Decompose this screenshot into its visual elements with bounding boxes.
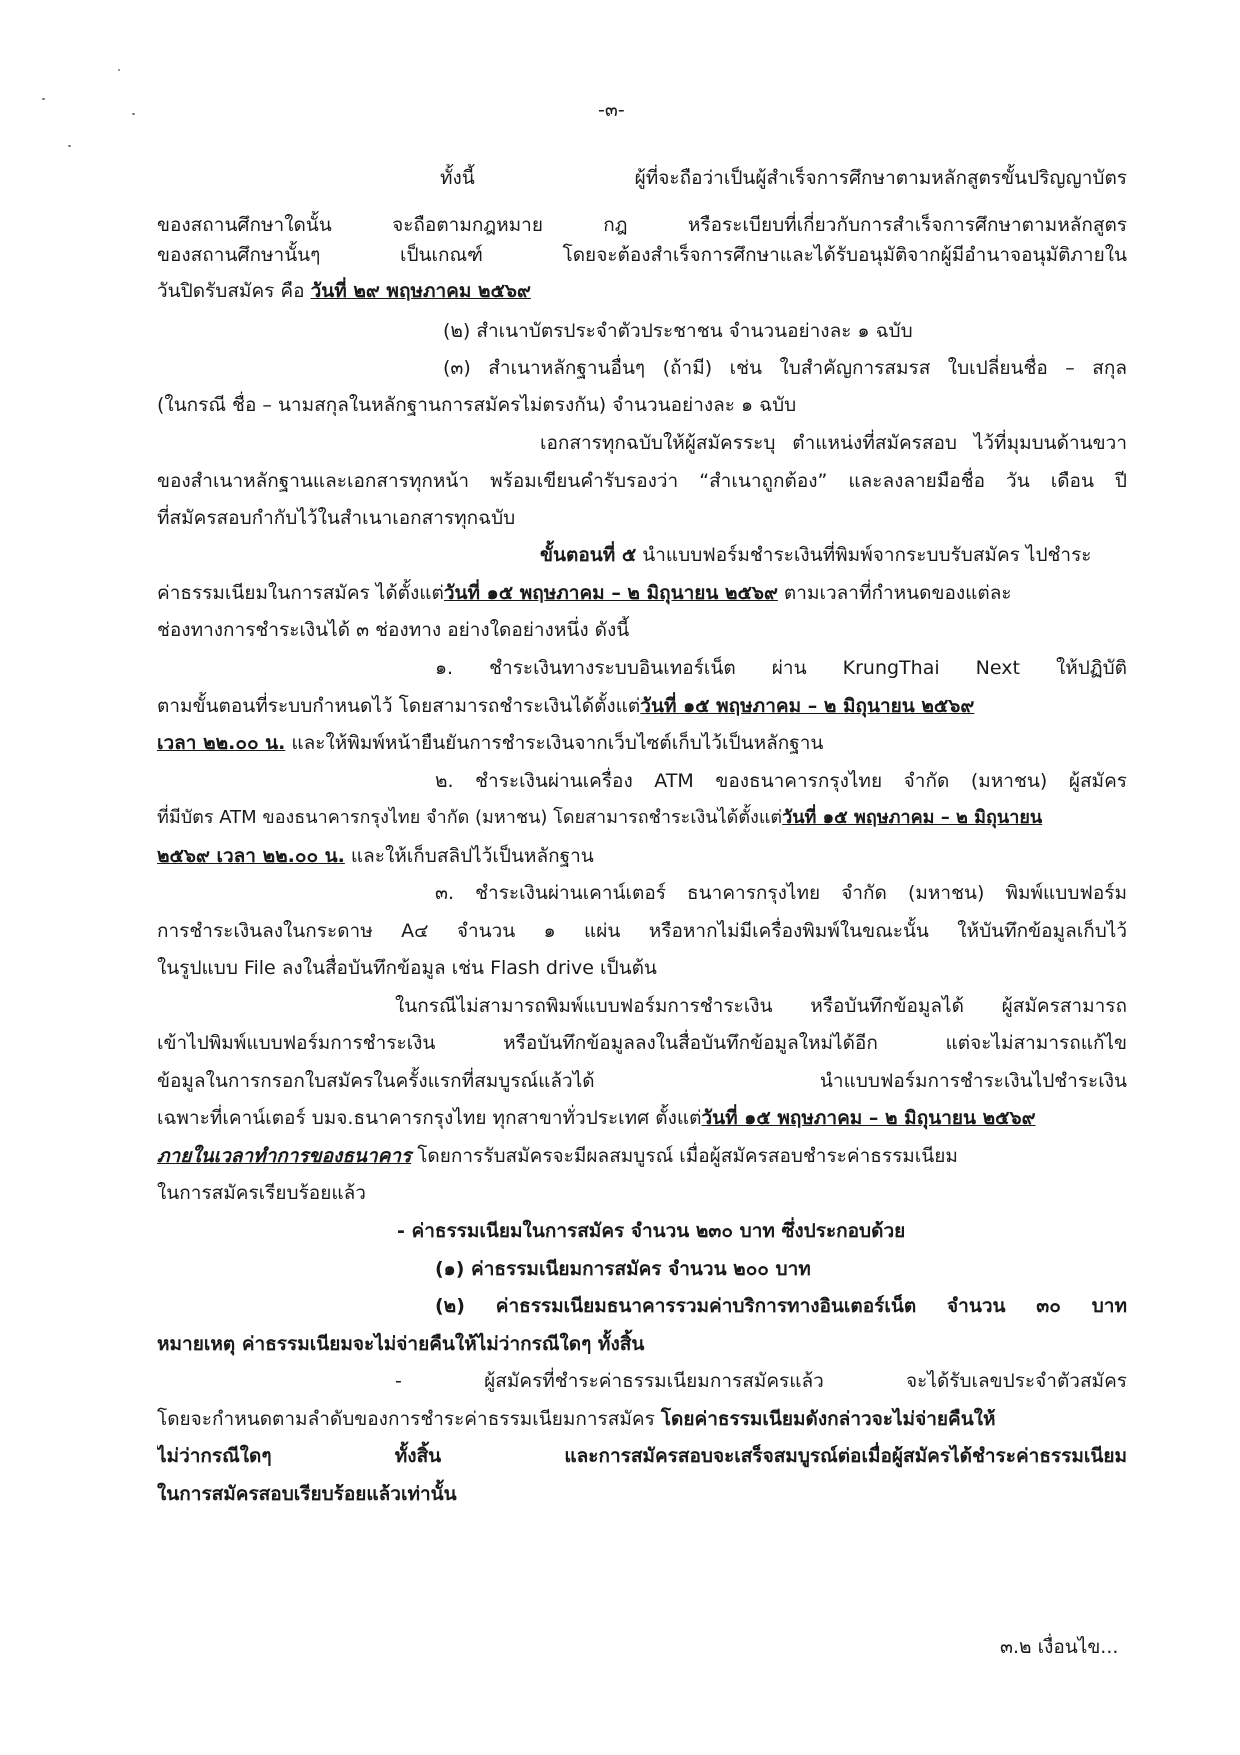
paragraph-line: เฉพาะที่เคาน์เตอร์ บมจ.ธนาคารกรุงไทย ทุกสาขาทั่วประเทศ ตั้งแต่วันที่ ๑๕ พฤษภาคม – ๒ มิถุนายน ๒๕๖๙	[157, 1107, 1036, 1129]
fee-note: หมายเหตุ ค่าธรรมเนียมจะไม่จ่ายคืนให้ไม่ว่ากรณีใดๆ ทั้งสิ้น	[157, 1333, 645, 1355]
paragraph-line: ของสถานศึกษานั้นๆ เป็นเกณฑ์ โดยจะต้องสำเร็จการศึกษาและได้รับอนุมัติจากผู้มีอำนาจอนุมัติภายใน	[157, 244, 1127, 266]
paragraph-line: ค่าธรรมเนียมในการสมัคร ได้ตั้งแต่วันที่ ๑๕ พฤษภาคม – ๒ มิถุนายน ๒๕๖๙ ตามเวลาที่กำหนดของแต่ละ	[157, 582, 1012, 604]
paragraph-line: ที่มีบัตร ATM ของธนาคารกรุงไทย จำกัด (มหาชน) โดยสามารถชำระเงินได้ตั้งแต่วันที่ ๑๕ พฤษภาคม – ๒ มิถุนายน	[157, 807, 1043, 828]
paragraph-line: เข้าไปพิมพ์แบบฟอร์มการชำระเงิน หรือบันทึกข้อมูลลงในสื่อบันทึกข้อมูลใหม่ได้อีก แต่จะไม่สามารถแก้ไข	[157, 1032, 1127, 1054]
list-item: (๓) สำเนาหลักฐานอื่นๆ (ถ้ามี) เช่น ใบสำคัญการสมรส ใบเปลี่ยนชื่อ – สกุล	[443, 357, 1127, 379]
paragraph-line: ที่สมัครสอบกำกับไว้ในสำเนาเอกสารทุกฉบับ	[157, 507, 516, 529]
paragraph-line: การชำระเงินลงในกระดาษ A๔ จำนวน ๑ แผ่น หรือหากไม่มีเครื่องพิมพ์ในขณะนั้น ให้บันทึกข้อมูลเก็บไว้	[157, 920, 1127, 942]
list-item: ๑. ชำระเงินทางระบบอินเทอร์เน็ต ผ่าน KrungThai Next ให้ปฏิบัติ	[435, 657, 1127, 679]
scan-speck	[118, 69, 120, 71]
paragraph-line: ของสถานศึกษาใดนั้น จะถือตามกฎหมาย กฎ หรือระเบียบที่เกี่ยวกับการสำเร็จการศึกษาตามหลักสูตร	[157, 214, 1127, 236]
scan-speck	[132, 113, 135, 115]
paragraph-line: วันปิดรับสมัคร คือ วันที่ ๒๙ พฤษภาคม ๒๕๖๙	[157, 280, 531, 302]
paragraph-line: โดยจะกำหนดตามลำดับของการชำระค่าธรรมเนียมการสมัคร โดยค่าธรรมเนียมดังกล่าวจะไม่จ่ายคืนให้	[157, 1408, 996, 1430]
paragraph-line: ในการสมัครสอบเรียบร้อยแล้วเท่านั้น	[157, 1483, 457, 1505]
page-footer: ๓.๒ เงื่อนไข...	[1000, 1636, 1119, 1658]
scan-speck	[68, 145, 71, 147]
list-item: ๓. ชำระเงินผ่านเคาน์เตอร์ ธนาคารกรุงไทย จำกัด (มหาชน) พิมพ์แบบฟอร์ม	[435, 882, 1127, 904]
list-item: ๒. ชำระเงินผ่านเครื่อง ATM ของธนาคารกรุงไทย จำกัด (มหาชน) ผู้สมัคร	[435, 770, 1127, 792]
paragraph-line: ไม่ว่ากรณีใดๆ ทั้งสิ้น และการสมัครสอบจะเสร็จสมบูรณ์ต่อเมื่อผู้สมัครได้ชำระค่าธรรมเนียม	[157, 1445, 1127, 1467]
paragraph-line: ทั้งนี้ ผู้ที่จะถือว่าเป็นผู้สำเร็จการศึกษาตามหลักสูตรขั้นปริญญาบัตร	[440, 167, 1127, 189]
paragraph-line: ช่องทางการชำระเงินได้ ๓ ช่องทาง อย่างใดอย่างหนึ่ง ดังนี้	[157, 619, 630, 641]
paragraph-line: ในกรณีไม่สามารถพิมพ์แบบฟอร์มการชำระเงิน หรือบันทึกข้อมูลได้ ผู้สมัครสามารถ	[395, 995, 1127, 1017]
page-number: -๓-	[598, 99, 625, 121]
payment-period: วันที่ ๑๕ พฤษภาคม – ๒ มิถุนายน ๒๕๖๙	[443, 582, 778, 604]
fee-item: (๒) ค่าธรรมเนียมธนาคารรวมค่าบริการทางอินเตอร์เน็ต จำนวน ๓๐ บาท	[435, 1295, 1127, 1317]
paragraph-line: ในการสมัครเรียบร้อยแล้ว	[157, 1182, 366, 1204]
fee-total: - ค่าธรรมเนียมในการสมัคร จำนวน ๒๓๐ บาท ซึ่งประกอบด้วย	[397, 1220, 906, 1242]
scan-speck	[42, 98, 45, 100]
paragraph-line: (ในกรณี ชื่อ – นามสกุลในหลักฐานการสมัครไม่ตรงกัน) จำนวนอย่างละ ๑ ฉบับ	[157, 394, 797, 416]
paragraph-line: ภายในเวลาทำการของธนาคาร โดยการรับสมัครจะมีผลสมบูรณ์ เมื่อผู้สมัครสอบชำระค่าธรรมเนียม	[157, 1145, 958, 1167]
list-item: (๒) สำเนาบัตรประจำตัวประชาชน จำนวนอย่างละ ๑ ฉบับ	[443, 320, 913, 342]
closing-date: วันที่ ๒๙ พฤษภาคม ๒๕๖๙	[310, 280, 531, 302]
step-heading: ขั้นตอนที่ ๕ นำแบบฟอร์มชำระเงินที่พิมพ์จากระบบรับสมัคร ไปชำระ	[540, 544, 1092, 566]
fee-item: (๑) ค่าธรรมเนียมการสมัคร จำนวน ๒๐๐ บาท	[435, 1258, 811, 1280]
paragraph-line: ข้อมูลในการกรอกใบสมัครในครั้งแรกที่สมบูรณ์แล้วได้ นำแบบฟอร์มการชำระเงินไปชำระเงิน	[157, 1070, 1127, 1092]
paragraph-line: ของสำเนาหลักฐานและเอกสารทุกหน้า พร้อมเขียนคำรับรองว่า “สำเนาถูกต้อง” และลงลายมือชื่อ วัน เดือน ปี	[157, 470, 1127, 492]
paragraph-line: ในรูปแบบ File ลงในสื่อบันทึกข้อมูล เช่น Flash drive เป็นต้น	[157, 957, 657, 979]
paragraph-line: ตามขั้นตอนที่ระบบกำหนดไว้ โดยสามารถชำระเงินได้ตั้งแต่วันที่ ๑๕ พฤษภาคม – ๒ มิถุนายน ๒๕๖๙	[157, 695, 975, 717]
paragraph-line: เอกสารทุกฉบับให้ผู้สมัครระบุ ตำแหน่งที่สมัครสอบ ไว้ที่มุมบนด้านขวา	[540, 432, 1127, 454]
paragraph-line: - ผู้สมัครที่ชำระค่าธรรมเนียมการสมัครแล้ว จะได้รับเลขประจำตัวสมัคร	[395, 1370, 1127, 1392]
paragraph-line: เวลา ๒๒.๐๐ น. และให้พิมพ์หน้ายืนยันการชำระเงินจากเว็บไซต์เก็บไว้เป็นหลักฐาน	[157, 732, 824, 754]
paragraph-line: ๒๕๖๙ เวลา ๒๒.๐๐ น. และให้เก็บสลิปไว้เป็นหลักฐาน	[157, 845, 594, 867]
